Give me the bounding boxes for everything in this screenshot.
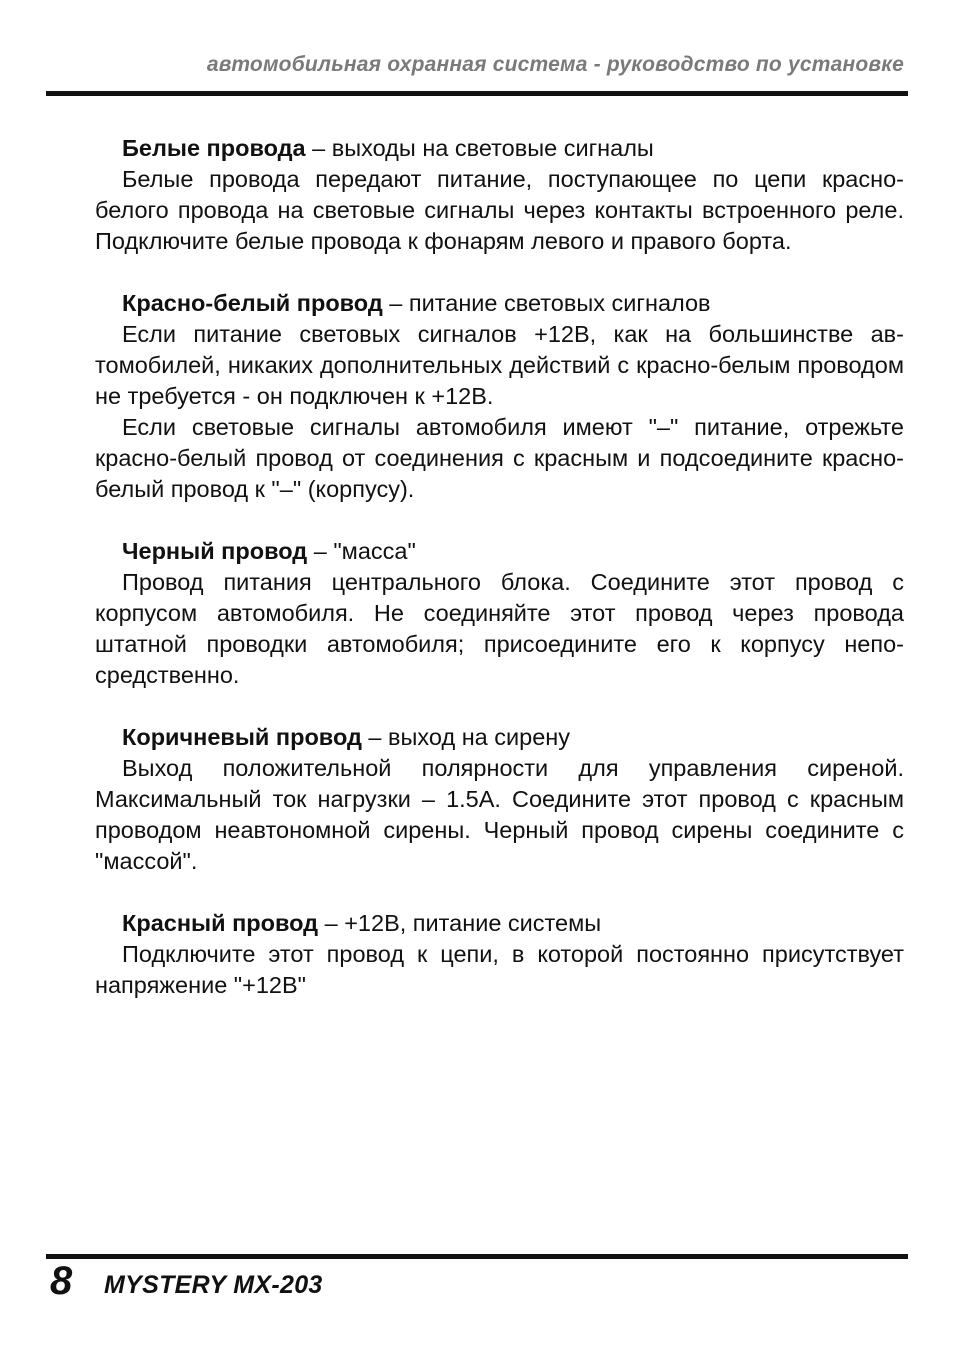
section-white-wires (95, 133, 904, 257)
section-red-wire (95, 908, 904, 1001)
section-brown-wire (95, 722, 904, 877)
section-heading-bold: Черный провод (122, 538, 308, 564)
section-heading-rest: – выходы на световые сигналы (305, 135, 654, 161)
section-heading-rest: – +12В, питание системы (318, 910, 602, 936)
section-heading-rest: – выход на сирену (361, 724, 571, 750)
section-paragraph: Подключите этот провод к цепи, в которой постоянно присутствует напряжение "+12В" (95, 941, 904, 998)
header-divider (46, 91, 908, 96)
page-number: 8 (50, 1259, 73, 1303)
section-heading (95, 908, 904, 939)
running-header-title: автомобильная охранная система - руководство по установке (206, 53, 904, 76)
section-heading-bold: Коричневый провод (122, 724, 362, 750)
section-paragraph: Выход положительной полярности для управления сиреной. Максимальный ток нагрузки – 1.5А. Соедините этот провод с красным проводом неавтономной сирены. Черный провод сирены соедините с "массой". (95, 755, 904, 874)
section-heading (95, 722, 904, 753)
footer-divider (46, 1254, 908, 1259)
page-body (95, 133, 904, 1032)
section-paragraph: Если световые сигналы автомобиля имеют "–" питание, отрежьте красно-белый провод от соединения с красным и подсоедините красно-белый провод к "–" (корпусу). (95, 414, 904, 502)
section-paragraph: Белые провода передают питание, поступающее по цепи красно-белого провода на световые сигналы через контакты встроенного реле. Подключите белые провода к фонарям левого и правого борта. (95, 166, 904, 254)
section-paragraph: Провод питания центрального блока. Соедините этот провод с корпусом автомобиля. Не соединяйте этот провод через провода штатной проводки автомобиля; присоедините его к корпусу непосредственно. (95, 569, 904, 688)
section-black-wire (95, 536, 904, 691)
section-heading (95, 288, 904, 319)
section-heading-bold: Красный провод (122, 910, 319, 936)
section-heading-rest: – питание световых сигналов (382, 290, 711, 316)
section-heading-bold: Красно-белый провод (122, 290, 383, 316)
product-model-name: MYSTERY MX-203 (104, 1271, 323, 1299)
section-heading-rest: – "масса" (307, 538, 416, 564)
section-paragraph: Если питание световых сигналов +12В, как на большинстве автомобилей, никаких дополнительных действий с красно-белым проводом не требуется - он подключен к +12В. (95, 321, 904, 409)
section-red-white-wire (95, 288, 904, 505)
section-heading (95, 133, 904, 164)
section-heading (95, 536, 904, 567)
section-heading-bold: Белые провода (122, 135, 306, 161)
